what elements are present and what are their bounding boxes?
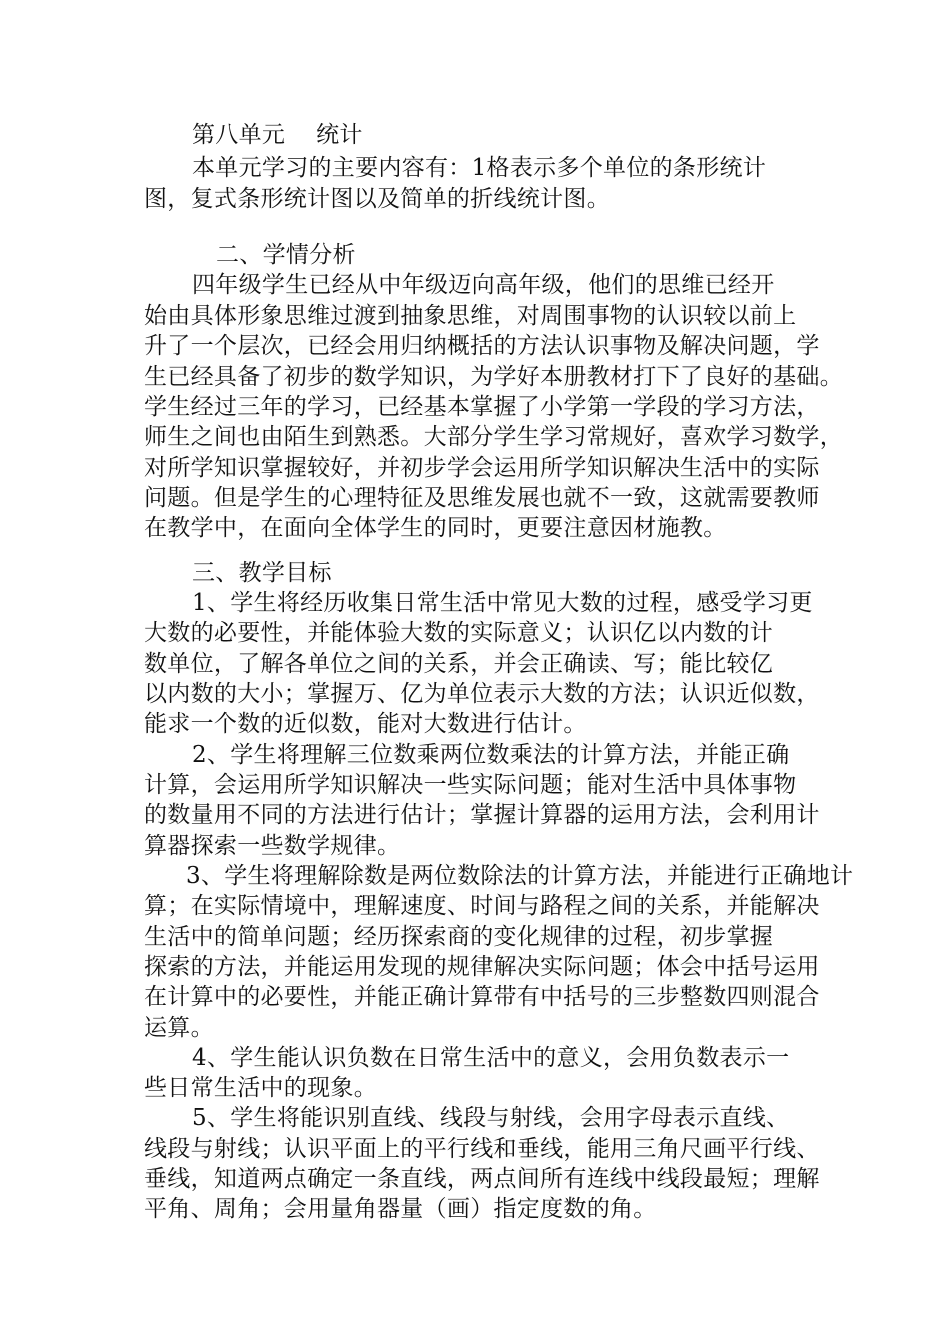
goal5-line: 垂线，知道两点确定一条直线，两点间所有连线中线段最短；理解 xyxy=(144,1166,820,1192)
goal2-line: 2、学生将理解三位数乘两位数乘法的计算方法，并能正确 xyxy=(192,742,790,768)
goal2-line: 计算，会运用所学知识解决一些实际问题；能对生活中具体事物 xyxy=(144,772,797,798)
analysis-line: 四年级学生已经从中年级迈向高年级，他们的思维已经开 xyxy=(192,272,775,298)
analysis-line: 问题。但是学生的心理特征及思维发展也就不一致，这就需要教师 xyxy=(144,485,820,511)
goal1-line: 大数的必要性，并能体验大数的实际意义；认识亿以内数的计 xyxy=(144,620,774,646)
analysis-line: 学生经过三年的学习，已经基本掌握了小学第一学段的学习方法， xyxy=(144,394,820,420)
goal3-line: 3、学生将理解除数是两位数除法的计算方法，并能进行正确地计 xyxy=(186,863,854,889)
analysis-line: 始由具体形象思维过渡到抽象思维，对周围事物的认识较以前上 xyxy=(144,303,797,329)
goal5-line: 平角、周角；会用量角器量（画）指定度数的角。 xyxy=(144,1196,657,1222)
goal2-line: 的数量用不同的方法进行估计；掌握计算器的运用方法，会利用计 xyxy=(144,802,820,828)
goals-heading: 三、教学目标 xyxy=(192,560,332,586)
goal2-line: 算器探索一些数学规律。 xyxy=(144,833,401,859)
goal3-line: 在计算中的必要性，并能正确计算带有中括号的三步整数四则混合 xyxy=(144,984,820,1010)
goal5-line: 线段与射线；认识平面上的平行线和垂线，能用三角尺画平行线、 xyxy=(144,1136,820,1162)
unit8-content-line: 本单元学习的主要内容有：1格表示多个单位的条形统计 xyxy=(192,155,767,181)
analysis-line: 对所学知识掌握较好，并初步学会运用所学知识解决生活中的实际 xyxy=(144,455,820,481)
goal4-line: 4、学生能认识负数在日常生活中的意义，会用负数表示一 xyxy=(192,1045,790,1071)
goal3-line: 生活中的简单问题；经历探索商的变化规律的过程，初步掌握 xyxy=(144,924,774,950)
goal3-line: 运算。 xyxy=(144,1015,214,1041)
analysis-line: 生已经具备了初步的数学知识，为学好本册教材打下了良好的基础。 xyxy=(144,364,843,390)
analysis-heading: 二、学情分析 xyxy=(216,242,356,268)
goal5-line: 5、学生将能识别直线、线段与射线，会用字母表示直线、 xyxy=(192,1105,790,1131)
analysis-line: 师生之间也由陌生到熟悉。大部分学生学习常规好，喜欢学习数学， xyxy=(144,424,843,450)
goal1-line: 以内数的大小；掌握万、亿为单位表示大数的方法；认识近似数， xyxy=(144,681,820,707)
goal3-line: 算；在实际情境中，理解速度、时间与路程之间的关系，并能解决 xyxy=(144,893,820,919)
goal1-line: 数单位，了解各单位之间的关系，并会正确读、写；能比较亿 xyxy=(144,651,774,677)
goal1-line: 能求一个数的近似数，能对大数进行估计。 xyxy=(144,711,587,737)
goal4-line: 些日常生活中的现象。 xyxy=(144,1075,377,1101)
unit8-heading: 第八单元 统计 xyxy=(192,122,363,148)
unit8-content-line: 图，复式条形统计图以及简单的折线统计图。 xyxy=(144,186,610,212)
analysis-line: 升了一个层次，已经会用归纳概括的方法认识事物及解决问题，学 xyxy=(144,333,820,359)
analysis-line: 在教学中，在面向全体学生的同时，更要注意因材施教。 xyxy=(144,515,727,541)
goal1-line: 1、学生将经历收集日常生活中常见大数的过程，感受学习更 xyxy=(192,590,813,616)
goal3-line: 探索的方法，并能运用发现的规律解决实际问题；体会中括号运用 xyxy=(144,954,820,980)
